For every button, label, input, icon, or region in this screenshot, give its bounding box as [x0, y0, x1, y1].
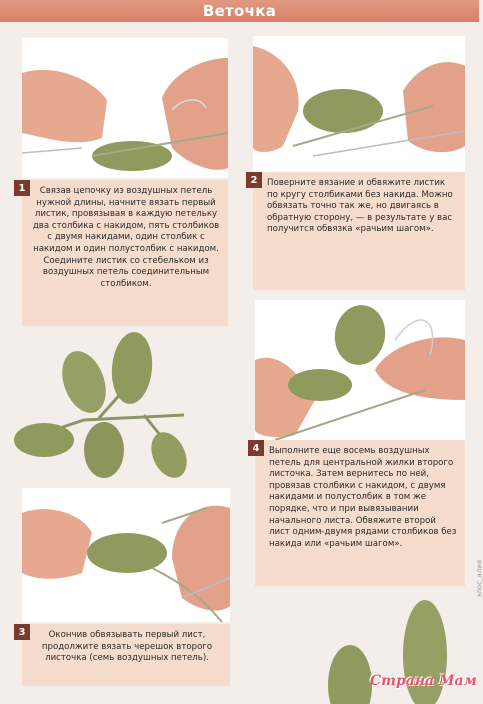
step-3-box — [22, 624, 230, 686]
step-3-photo — [22, 488, 230, 622]
branch-illustration — [4, 330, 204, 480]
branch-illustration-art — [4, 330, 204, 480]
step-1-photo — [22, 38, 228, 178]
step-2-text: Поверните вязание и обвяжите листик по кругу столбиками без накида. Можно обвязать точно так же, но двигаясь в обратную сторону, — в результате у вас получится обвязка «рачьим шагом». — [267, 178, 453, 235]
page-title: Веточка — [202, 2, 277, 20]
step-4-badge: 4 — [248, 440, 264, 456]
step-2-photo — [253, 36, 465, 172]
side-watermark: элос_алия — [475, 560, 483, 598]
site-logo-watermark: Страна Мам — [370, 673, 477, 689]
step-1-box — [22, 180, 228, 326]
step-4-text: Выполните еще восемь воздушных петель для центральной жилки второго листочка. Затем вернитесь по ней, провязав столбики с накидом, с двумя накидами и полустолбик в том же порядке, что и при вывязывании начального листа. Обвяжите второй лист одним-двумя рядами столбиков без накида или «рачьим шагом». — [269, 446, 457, 549]
step-1-badge: 1 — [14, 180, 30, 196]
page-title-bar — [0, 0, 479, 22]
step-3-badge: 3 — [14, 624, 30, 640]
step-3-photo-art — [22, 488, 230, 622]
step-2-badge: 2 — [246, 172, 262, 188]
step-4-photo-art — [255, 300, 465, 440]
step-1-text: Связав цепочку из воздушных петель нужной длины, начните вязать первый листик, провязывая в каждую петельку два столбика с накидом, пять столбиков с двумя накидами, один столбик с накидом и один полустолбик с накидом. Соедините листик со стебельком из воздушных петель соединительным столбиком. — [32, 186, 220, 289]
step-3-text: Окончив обвязывать первый лист, продолжите вязать черешок второго листочка (семь воздушных петель). — [41, 630, 213, 664]
step-4-box — [255, 440, 465, 586]
step-1-photo-art — [22, 38, 228, 178]
step-2-photo-art — [253, 36, 465, 172]
step-2-box — [253, 172, 465, 290]
step-4-photo — [255, 300, 465, 440]
